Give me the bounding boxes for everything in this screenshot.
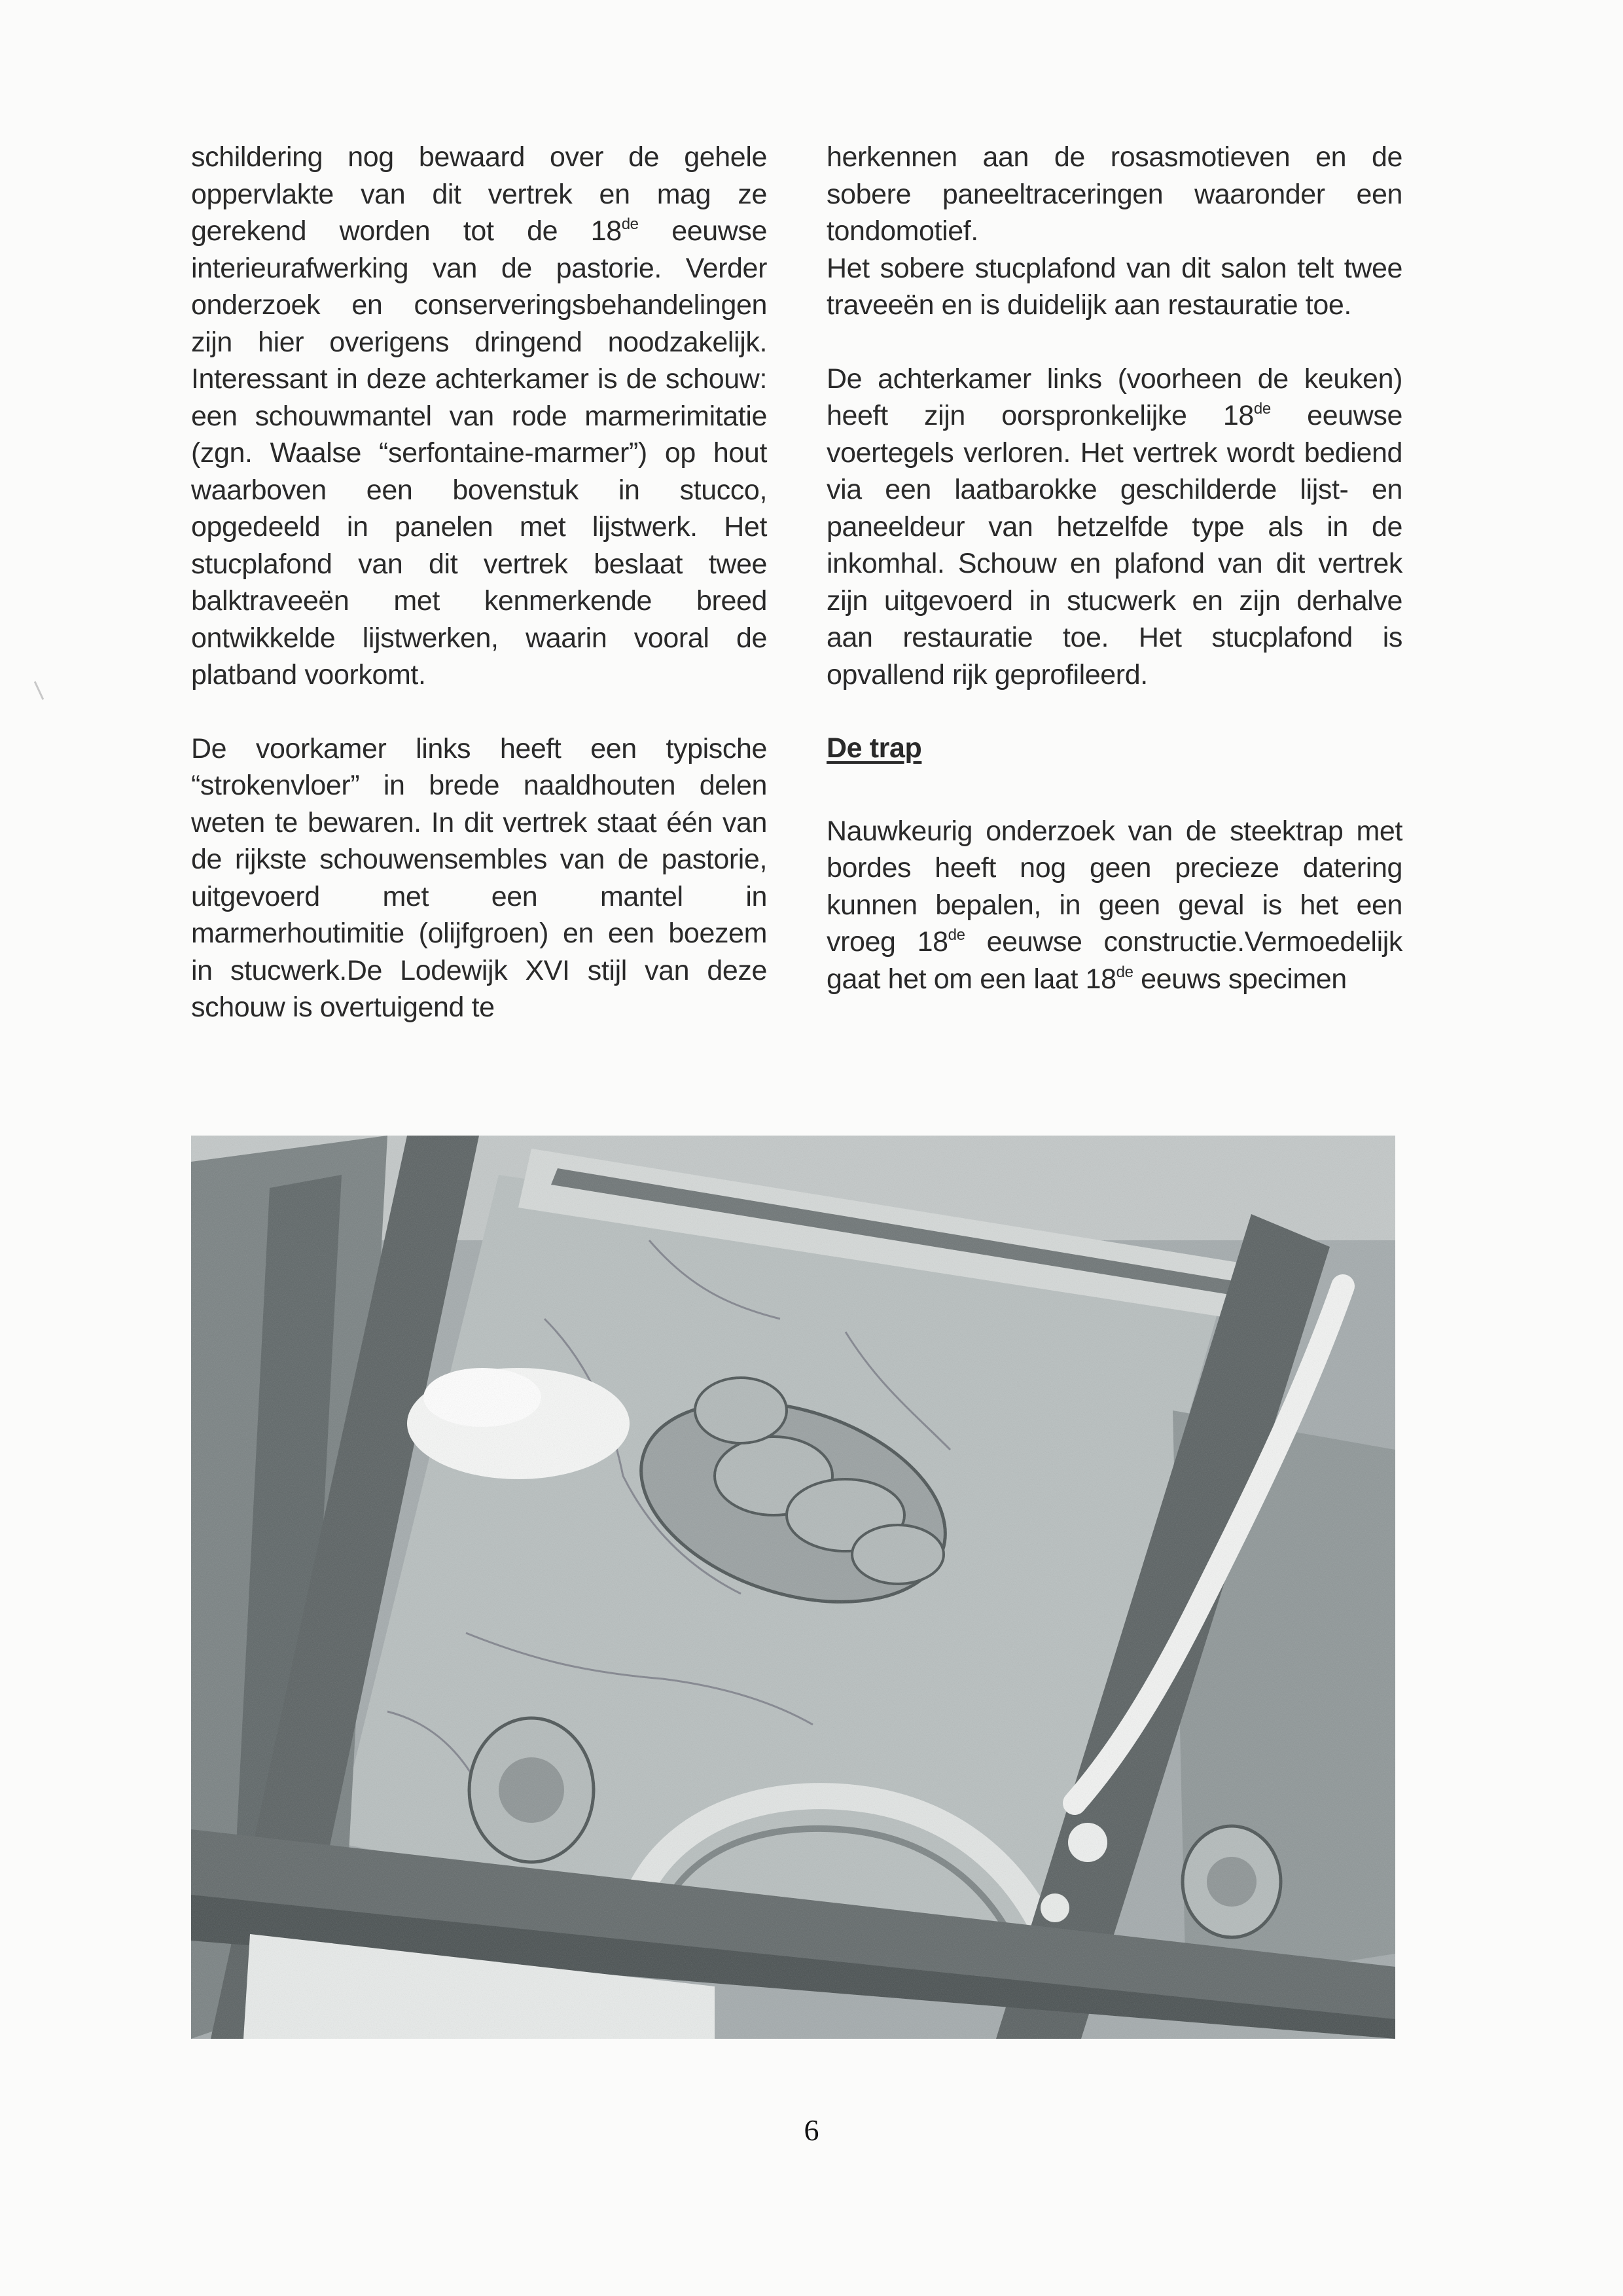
ordinal-superscript: de bbox=[1253, 400, 1271, 418]
paragraph-text: eeuwse interieurafwerking van de pastorie. Verder onderzoek en conserveringsbehandelingen zijn hier overigens dringend noodzakelijk. Interessant in deze achterkamer is de schouw: een schouwmantel van rode marmerimitatie (zgn. Waalse “serfontaine-marmer”) op hout waarboven een bovenstuk in stucco, opgedeeld in panelen met lijstwerk. Het stucplafond van dit vertrek beslaat twee balktraveeën met kenmerkende breed ontwikkelde lijstwerken, waarin vooral de platband voorkomt. bbox=[191, 215, 768, 691]
ordinal-superscript: de bbox=[621, 215, 639, 233]
paragraph-salon-plafond: Het sobere stucplafond van dit salon telt twee traveeën en is duidelijk aan restauratie toe. bbox=[827, 252, 1402, 321]
section-heading-de-trap: De trap bbox=[827, 732, 922, 764]
paragraph-achterkamer-keuken bbox=[827, 361, 1402, 694]
ordinal-superscript: de bbox=[948, 926, 965, 944]
ordinal-superscript: de bbox=[1116, 963, 1133, 981]
paragraph-rosasmotieven: herkennen aan de rosasmotieven en de sobere paneeltraceringen waaronder een tondomotief. bbox=[827, 141, 1402, 247]
right-column bbox=[827, 139, 1402, 997]
paragraph-spacer bbox=[827, 693, 1402, 730]
paragraph-text: Nauwkeurig onderzoek van de steektrap met bordes heeft nog geen precieze datering kunnen bepalen, in geen geval is het een vroeg 18 bbox=[827, 815, 1402, 958]
left-column bbox=[191, 139, 767, 1026]
paragraph-achterkamer-schouw bbox=[191, 139, 767, 694]
paragraph-spacer bbox=[191, 694, 767, 730]
paragraph-text: eeuwse voertegels verloren. Het vertrek wordt bediend via een laatbarokke geschilderde lijst- en paneeldeur van hetzelfde type als in de inkomhal. Schouw en plafond van dit vertrek zijn uitgevoerd in stucwerk en zijn derhalve aan restauratie toe. Het stucplafond is opvallend rijk geprofileerd. bbox=[827, 400, 1402, 691]
paragraph-spacer bbox=[827, 767, 1402, 813]
ceiling-photograph bbox=[191, 1136, 1395, 2039]
paragraph-spacer bbox=[827, 324, 1402, 361]
ceiling-photo-illustration bbox=[191, 1136, 1395, 2039]
paragraph-text: De achterkamer links (voorheen de keuken) heeft zijn oorspronkelijke 18 bbox=[827, 363, 1402, 431]
scan-artifact bbox=[34, 681, 44, 700]
page-number: 6 bbox=[804, 2113, 819, 2147]
paragraph-text: eeuws specimen bbox=[1133, 963, 1347, 995]
paragraph-text: schildering nog bewaard over de gehele oppervlakte van dit vertrek en mag ze gerekend worden tot de 18 bbox=[191, 141, 767, 247]
paragraph-voorkamer: De voorkamer links heeft een typische “strokenvloer” in brede naaldhouten delen weten te bewaren. In dit vertrek staat één van de rijkste schouwensembles van de pastorie, uitgevoerd met een mantel in marmerhoutimitie (olijfgroen) en een boezem in stucwerk.De Lodewijk XVI stijl van deze schouw is overtuigend te bbox=[191, 732, 767, 1023]
paragraph-text: eeuwse constructie.Vermoedelijk gaat het om een laat 18 bbox=[827, 926, 1402, 995]
paragraph-trap bbox=[827, 813, 1402, 998]
